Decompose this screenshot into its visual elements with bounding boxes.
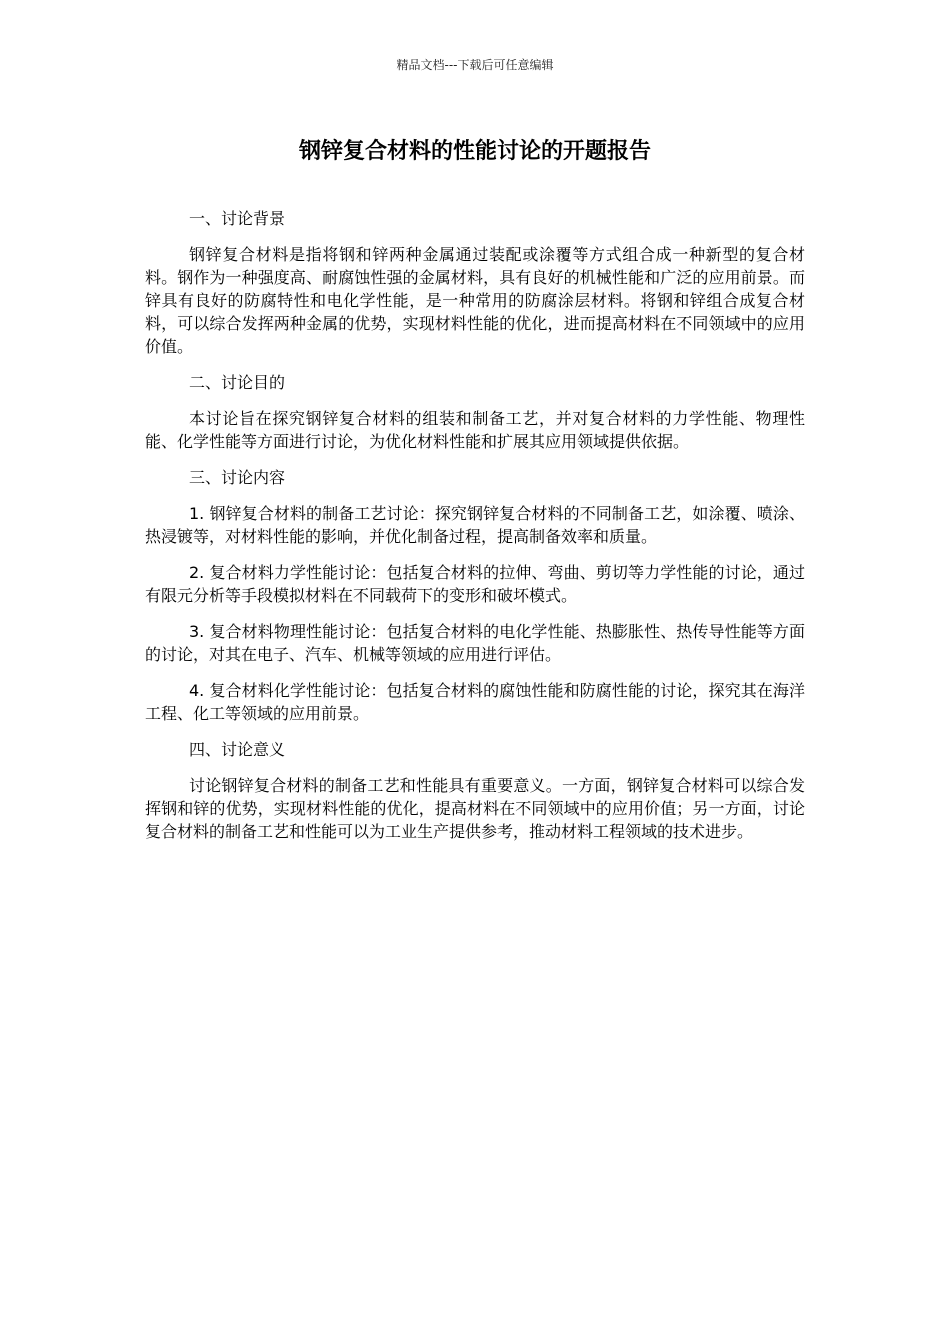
- list-item-preparation: 1. 钢锌复合材料的制备工艺讨论：探究钢锌复合材料的不同制备工艺，如涂覆、喷涂、热浸镀等，对材料性能的影响，并优化制备过程，提高制备效率和质量。: [145, 504, 805, 546]
- document-body: [145, 207, 805, 856]
- section-heading-background: 一、讨论背景: [189, 209, 286, 228]
- list-item-chemical: 4. 复合材料化学性能讨论：包括复合材料的腐蚀性能和防腐性能的讨论，探究其在海洋工程、化工等领域的应用前景。: [145, 681, 805, 723]
- section-heading-significance: 四、讨论意义: [189, 740, 286, 759]
- paragraph-background: 钢锌复合材料是指将钢和锌两种金属通过装配或涂覆等方式组合成一种新型的复合材料。钢作为一种强度高、耐腐蚀性强的金属材料，具有良好的机械性能和广泛的应用前景。而锌具有良好的防腐特性和电化学性能，是一种常用的防腐涂层材料。将钢和锌组合成复合材料，可以综合发挥两种金属的优势，实现材料性能的优化，进而提高材料在不同领域中的应用价值。: [145, 245, 805, 356]
- list-item-mechanical: 2. 复合材料力学性能讨论：包括复合材料的拉伸、弯曲、剪切等力学性能的讨论，通过有限元分析等手段模拟材料在不同载荷下的变形和破坏模式。: [145, 563, 805, 605]
- list-item-physical: 3. 复合材料物理性能讨论：包括复合材料的电化学性能、热膨胀性、热传导性能等方面的讨论，对其在电子、汽车、机械等领域的应用进行评估。: [145, 622, 805, 664]
- document-title: 钢锌复合材料的性能讨论的开题报告: [298, 139, 651, 164]
- paragraph-purpose: 本讨论旨在探究钢锌复合材料的组装和制备工艺，并对复合材料的力学性能、物理性能、化学性能等方面进行讨论，为优化材料性能和扩展其应用领域提供依据。: [145, 409, 805, 451]
- section-heading-purpose: 二、讨论目的: [189, 373, 286, 392]
- paragraph-significance: 讨论钢锌复合材料的制备工艺和性能具有重要意义。一方面，钢锌复合材料可以综合发挥钢和锌的优势，实现材料性能的优化，提高材料在不同领域中的应用价值；另一方面，讨论复合材料的制备工艺和性能可以为工业生产提供参考，推动材料工程领域的技术进步。: [145, 776, 805, 841]
- section-heading-content: 三、讨论内容: [189, 468, 286, 487]
- header-note: 精品文档---下载后可任意编辑: [396, 58, 554, 72]
